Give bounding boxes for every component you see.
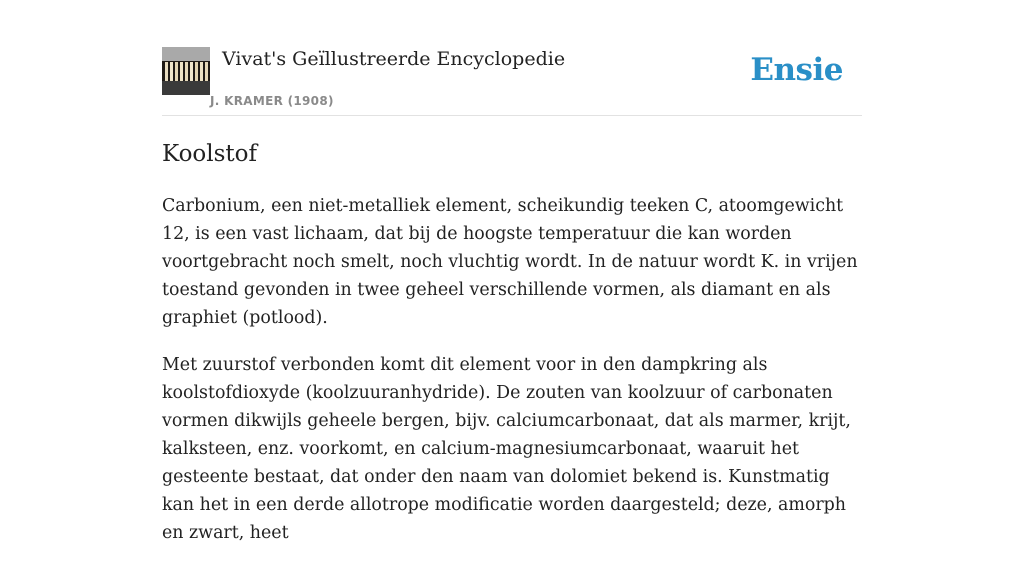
source-avatar[interactable] (162, 47, 210, 95)
article-paragraph: Carbonium, een niet-metalliek element, scheikundig teeken C, atoomgewicht 12, is een vast lichaam, dat bij de hoogste temperatuur die kan worden voortgebracht noch smelt, noch vluchtig wordt. In de natuur wordt K. in vrijen toestand gevonden in twee geheel verschillende vormen, als diamant en als graphiet (potlood). (162, 196, 858, 328)
article-title: Koolstof (162, 141, 258, 167)
ensie-logo[interactable]: Ensie (750, 52, 843, 88)
article-body (162, 192, 862, 566)
source-title[interactable]: Vivat's Geïllustreerde Encyclopedie (222, 48, 566, 70)
article-paragraph: Met zuurstof verbonden komt dit element voor in den dampkring als koolstofdioxyde (koolzuuranhydride). De zouten van koolzuur of carbonaten vormen dikwijls geheele bergen, bijv. calciumcarbonaat, dat als marmer, krijt, kalksteen, enz. voorkomt, en calcium-magnesiumcarbonaat, waaruit het gesteente bestaat, dat onder den naam van dolomiet bekend is. Kunstmatig kan het in een derde allotrope modificatie worden daargesteld; deze, amorph en zwart, heet (162, 355, 851, 543)
source-header (162, 47, 862, 116)
book-spines-icon (162, 47, 210, 95)
source-author: J. KRAMER (1908) (210, 94, 334, 108)
